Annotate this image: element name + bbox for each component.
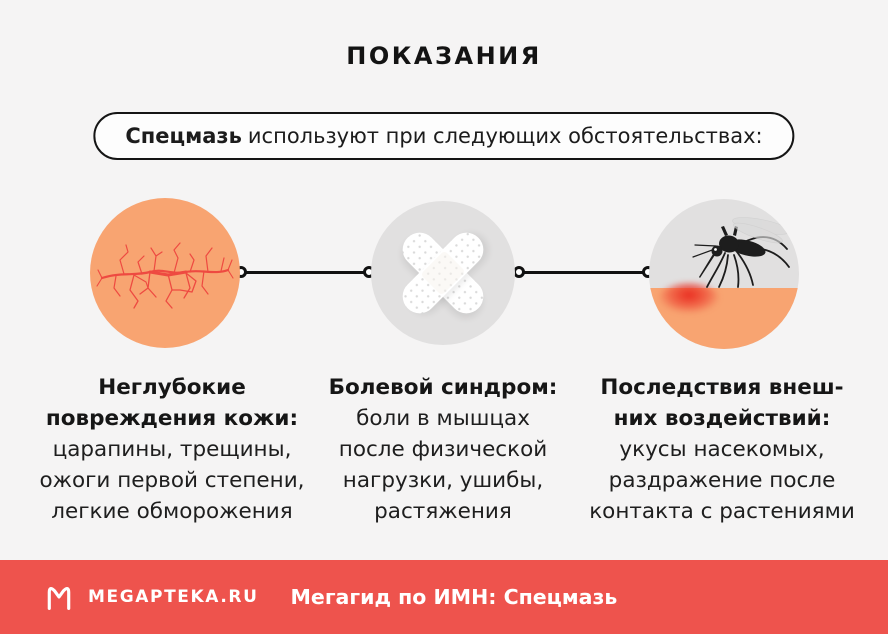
item-2-body: боли в мышцах после физической нагрузки, ушибы, растяжения <box>338 406 548 524</box>
footer-brand: MEGAPTEKA.RU <box>88 587 259 607</box>
cracked-skin-icon <box>90 198 240 348</box>
connector-line <box>244 271 366 274</box>
item-2-text <box>313 372 573 527</box>
item-3-text <box>572 372 872 527</box>
banner-product-name: Спецмазь <box>125 124 242 148</box>
item-3-heading: Последствия внеш- них воздействий: <box>600 375 844 431</box>
footer-tagline: Мегагид по ИМН: Спецмазь <box>290 585 618 609</box>
page-title: ПОКАЗАНИЯ <box>346 42 542 70</box>
footer-bar <box>0 560 888 634</box>
item-1-heading: Неглубокие повреждения кожи: <box>45 375 299 431</box>
item-1-text <box>22 372 322 527</box>
pain-circle <box>371 201 515 345</box>
connector-line <box>522 271 645 274</box>
item-1-body: царапины, трещины, ожоги первой степени, легкие обморожения <box>39 437 305 524</box>
mosquito-icon <box>681 205 797 301</box>
banner-pill <box>93 112 794 160</box>
item-2-heading: Болевой синдром: <box>328 375 558 400</box>
item-3-body: укусы насекомых, раздражение после контакта с растениями <box>589 437 855 524</box>
cracked-skin-circle <box>90 198 240 348</box>
banner-text: используют при следующих обстоятельствах: <box>247 124 763 148</box>
megapteka-logo-icon <box>43 579 75 615</box>
bite-circle <box>649 199 799 349</box>
